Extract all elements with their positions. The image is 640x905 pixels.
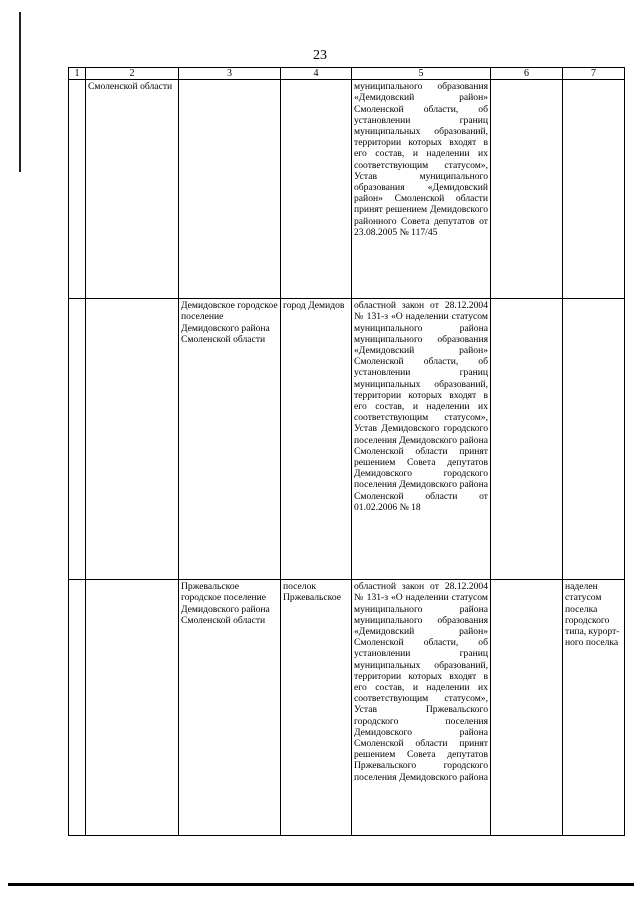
cell-legal-basis: областной закон от 28.12.2004 № 131-з «О наделении статусом муниципального района муниципального образования «Демидовский район» Смоленской области, об установлении границ муниципальных образований, территории которых входят в его состав, и наделении их соответствующим статусом», Устав Демидовского городского поселения Демидовского района Смоленской области принят решением Совета депутатов Демидовского городского поселения Демидовского района Смоленской области от 01.02.2006 № 18 (352, 299, 491, 580)
cell-center: город Демидов (281, 299, 352, 580)
cell-col6 (491, 80, 563, 299)
cell-region: Смоленской области (86, 80, 179, 299)
header-cell-6: 6 (491, 68, 563, 80)
cell-number (69, 580, 86, 836)
header-cell-7: 7 (563, 68, 625, 80)
left-margin-line (19, 12, 21, 172)
cell-center (281, 80, 352, 299)
header-cell-2: 2 (86, 68, 179, 80)
cell-region (86, 580, 179, 836)
header-cell-1: 1 (69, 68, 86, 80)
cell-status (563, 299, 625, 580)
cell-number (69, 299, 86, 580)
cell-center: поселок Пржевальское (281, 580, 352, 836)
cell-status: наделен статусом поселка городского типа, курорт-ного поселка (563, 580, 625, 836)
bottom-rule (8, 883, 634, 886)
cell-region (86, 299, 179, 580)
cell-legal-basis: областной закон от 28.12.2004 № 131-з «О наделении статусом муниципального района муниципального образования «Демидовский район» Смоленской области, об установлении границ муниципальных образований, территории которых входят в его состав, и наделении их соответствующим статусом», Устав Пржевальского городского поселения Демидовского района Смоленской области принят решением Совета депутатов Пржевальского городского поселения Демидовского района (352, 580, 491, 836)
cell-municipality (179, 80, 281, 299)
cell-status (563, 80, 625, 299)
cell-legal-basis: муниципального образования «Демидовский район» Смоленской области, об установлении границ муниципальных образований, территории которых входят в его состав, и наделении их соответствующим статусом», Устав муниципального образования «Демидовский район» Смоленской области принят решением Демидовского районного Совета депутатов от 23.08.2005 № 117/45 (352, 80, 491, 299)
cell-municipality: Демидовское городское поселение Демидовского района Смоленской области (179, 299, 281, 580)
cell-municipality: Пржевальское городское поселение Демидовского района Смоленской области (179, 580, 281, 836)
header-row (69, 68, 625, 80)
table-row (69, 299, 625, 580)
municipal-table (68, 67, 625, 836)
table-row (69, 580, 625, 836)
page-number: 23 (313, 48, 327, 63)
cell-col6 (491, 299, 563, 580)
header-cell-4: 4 (281, 68, 352, 80)
table-row (69, 80, 625, 299)
header-cell-5: 5 (352, 68, 491, 80)
cell-col6 (491, 580, 563, 836)
header-cell-3: 3 (179, 68, 281, 80)
cell-number (69, 80, 86, 299)
